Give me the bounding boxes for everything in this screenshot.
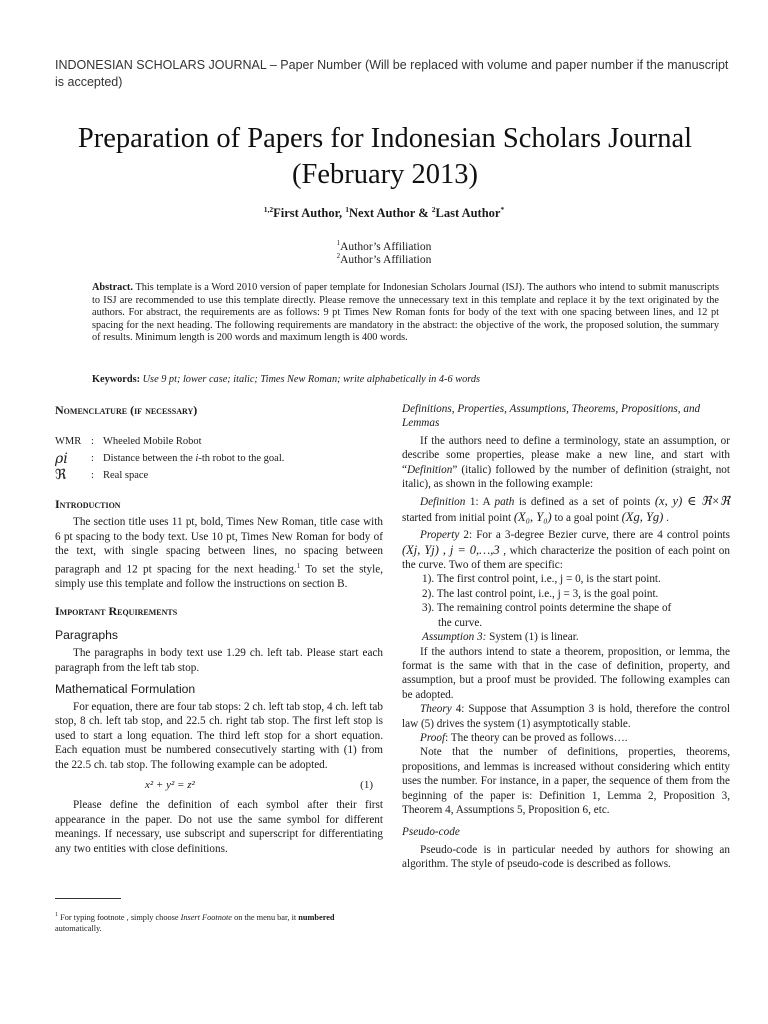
nomenclature-colon: : [91, 469, 94, 481]
journal-header-note: INDONESIAN SCHOLARS JOURNAL – Paper Number (Will be replaced with volume and paper number if the manuscript is accepted) [55, 58, 729, 89]
requirements-heading: Important Requirements [55, 604, 178, 619]
nomenclature-row [55, 468, 383, 485]
nomenclature-desc: Wheeled Mobile Robot [103, 436, 202, 448]
nomenclature-symbol: ℜ [55, 467, 67, 483]
abstract-label: Abstract. [92, 282, 133, 293]
affiliation-sup: 2 [336, 252, 341, 260]
left-column [55, 402, 383, 856]
assumption-3: Assumption 3: System (1) is linear. [422, 631, 579, 644]
theorem-intro: If the authors intend to state a theorem, proposition, or lemma, the format is the same with that in the case of definition, property, and assumption, but a proof must be provided. The following examples can be adopted. [402, 645, 730, 701]
affiliation-text: Author’s Affiliation [340, 253, 432, 266]
author-sup: 2 [431, 205, 436, 214]
definitions-intro: If the authors need to define a terminology, state an assumption, or describe some properties, please make a new line, and start with “Definition” (italic) followed by the number of definition (straight, not italic), as shown in the following example: [402, 434, 730, 491]
math-subheading: Mathematical Formulation [55, 681, 196, 696]
theorem-4: Theory 4: Suppose that Assumption 3 is hold, therefore the control law (5) drives the system (1) asymptotically stable. [402, 703, 730, 730]
definitions-heading: Definitions, Properties, Assumptions, Theorems, Propositions, and Lemmas [402, 403, 701, 430]
author-sup: 1,2 [263, 205, 274, 214]
nomenclature-heading: Nomenclature (if necessary) [55, 403, 198, 417]
author-line [0, 205, 768, 221]
nomenclature-colon: : [91, 452, 94, 464]
nomenclature-symbol: WMR [55, 436, 82, 448]
list-item: 1). The first control point, i.e., j = 0, is the start point. [422, 573, 661, 586]
nomenclature-row [55, 451, 383, 468]
equation-expression: x² + y² = z² [145, 779, 195, 791]
abstract [92, 282, 719, 345]
keywords-label: Keywords: [92, 374, 141, 385]
footnote-rule [55, 898, 121, 899]
nomenclature-table [55, 434, 383, 484]
keywords [92, 374, 719, 385]
math-text-2: Please define the definition of each symbol after their first appearance in the paper. Do not use the same symbol for different meanings. If necessary, use subscript and superscript for differentiating any two entities with close definitions. [55, 799, 383, 855]
author-name: Next Author & [349, 206, 432, 221]
nomenclature-colon: : [91, 436, 94, 448]
footnote-ref: 1 [296, 561, 301, 570]
paragraphs-subheading: Paragraphs [55, 628, 119, 643]
nomenclature-symbol: ρi [55, 450, 68, 467]
paragraphs-text: The paragraphs in body text use 1.29 ch. left tab. Please start each paragraph from the left tab stop. [55, 647, 383, 674]
list-item: 2). The last control point, i.e., j = 3, is the goal point. [422, 587, 659, 600]
proof: Proof: The theory can be proved as follows…. [420, 731, 628, 744]
affiliation-text: Author’s Affiliation [340, 240, 432, 253]
author-sup: 1 [345, 205, 350, 214]
equation-number: (1) [360, 779, 373, 791]
keywords-text: Use 9 pt; lower case; italic; Times New Roman; write alphabetically in 4-6 words [140, 374, 480, 385]
numbering-note: Note that the number of definitions, properties, theorems, propositions, and lemmas is increased without considering which entity uses the number. For instance, in a paper, the sequence of them from the beginning of the paper is: Definition 1, Lemma 2, Proposition 3, Theorem 4, Assumptions 5, Proposition 6, etc. [402, 746, 730, 816]
definition-1: Definition 1: A path is defined as a set of points (x, y) ∈ ℜ×ℜ started from initial point (X₀, Y₀) to a goal point (Xg, Yg) . [402, 494, 730, 524]
author-name: Last Author [435, 206, 501, 221]
math-expression: (X₀, Y₀) [513, 509, 552, 524]
paper-title: Preparation of Papers for Indonesian Scholars Journal (February 2013) [77, 123, 693, 190]
introduction-heading: Introduction [55, 497, 121, 512]
nomenclature-desc: Real space [103, 469, 149, 481]
list-item-continued: the curve. [438, 616, 483, 629]
math-expression: (Xj, Yj) , j = 0,…,3 [402, 542, 500, 557]
math-expression: (Xg, Yg) [621, 509, 664, 524]
right-column [402, 402, 730, 872]
nomenclature-row [55, 434, 383, 451]
author-sup: * [500, 205, 505, 214]
footnote: $^1$ For typing footnote , simply choose Insert Footnote on the menu bar, it numbered automatically. [55, 912, 335, 934]
author-name: First Author, [273, 206, 346, 221]
affiliation-2 [0, 249, 768, 268]
affiliation-sup: 1 [336, 239, 341, 247]
property-2: Property 2: For a 3-degree Bezier curve, there are 4 control points (Xj, Yj) , j = 0,…,3 , which characterize the position of each point on the curve. Two of them are specific: [402, 529, 730, 572]
list-item: 3). The remaining control points determine the shape of [422, 602, 672, 615]
abstract-text: This template is a Word 2010 version of paper template for Indonesian Scholars Journal (ISJ). The authors who intend to submit manuscripts to ISJ are recommended to use this template directly. Please remove the unnecessary text in this template and replace it by the text originated by the authors. For abstract, the requirements are as follows: 9 pt Times New Roman fonts for body of the text with one spacing between lines, and 12 pt spacing for the next heading. The following requirements are mandatory in the abstract: the objective of the work, the proposed solution, the summary of results. Minimum length is 200 words and maximum length is 400 words. [92, 282, 719, 344]
equation-1 [55, 778, 383, 792]
math-text: For equation, there are four tab stops: 2 ch. left tab stop, 4 ch. left tab stop, 8 ch. left tab stop, and 22.5 ch. right tab stop. The first left stop is used to start a long equation. The third left stop for a short equation. Each equation must be numbered consecutively starting with (1) from the 22.5 ch. tab stop. The following example can be adopted. [55, 700, 383, 771]
pseudo-code-heading: Pseudo-code [402, 826, 460, 839]
pseudo-code-text: Pseudo-code is in particular needed by authors for showing an algorithm. The style of pseudo-code is described as follows. [402, 843, 730, 871]
math-expression: (x, y) ∈ ℜ×ℜ [654, 494, 730, 509]
introduction-text: The section title uses 11 pt, bold, Times New Roman, title case with 6 pt spacing to the body text. Use 10 pt, Times New Roman for body of the text, with single spacing between lines, no spacing between paragraph and 12 pt spacing for the next heading.$^1$ To set the style, simply use this template and follow the instructions on section B. [55, 516, 384, 590]
nomenclature-desc: Distance between the i-th robot to the goal. [103, 452, 285, 464]
